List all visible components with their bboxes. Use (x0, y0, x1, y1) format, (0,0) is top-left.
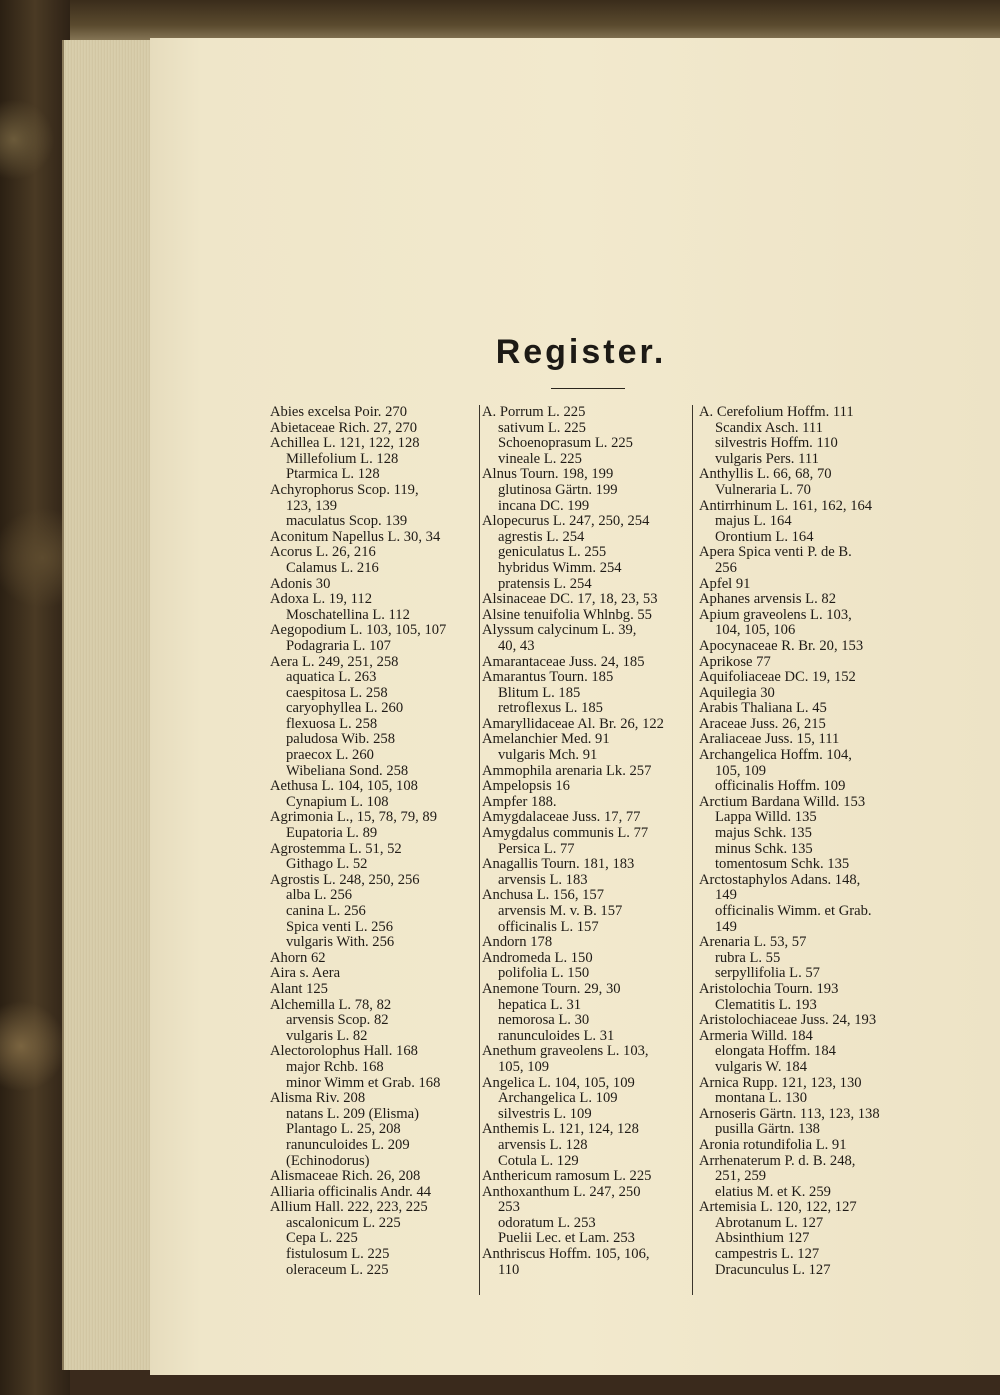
index-entry: silvestris Hoffm. 110 (715, 436, 838, 452)
index-entry: glutinosa Gärtn. 199 (498, 482, 618, 498)
index-entry: Agrimonia L., 15, 78, 79, 89 (270, 810, 438, 826)
index-entry: Aristolochia Tourn. 193 (699, 981, 839, 997)
index-entry: Aquilegia 30 (699, 685, 775, 701)
index-entry: Anthoxanthum L. 247, 250 (482, 1184, 641, 1200)
index-entry: Alyssum calycinum L. 39, (482, 623, 637, 639)
index-entry: retroflexus L. 185 (498, 701, 603, 717)
index-entry: Anthriscus Hoffm. 105, 106, (482, 1247, 650, 1263)
index-entry: Orontium L. 164 (715, 529, 814, 545)
index-entry: Moschatellina L. 112 (286, 607, 410, 623)
index-entry: arvensis M. v. B. 157 (498, 904, 623, 919)
index-entry: elongata Hoffm. 184 (715, 1044, 836, 1060)
index-entry: Archangelica Hoffm. 104, (699, 748, 852, 764)
index-entry: Blitum L. 185 (498, 685, 581, 701)
index-entry: natans L. 209 (Elisma) (286, 1106, 419, 1122)
index-entry: Alectorolophus Hall. 168 (270, 1044, 418, 1060)
book-cover-top (0, 0, 1000, 42)
index-entry: Alsine tenuifolia Whlnbg. 55 (482, 607, 652, 623)
index-entry: Acorus L. 26, 216 (270, 545, 376, 561)
index-entry: Agrostis L. 248, 250, 256 (270, 872, 420, 888)
index-entry: Alopecurus L. 247, 250, 254 (482, 514, 650, 530)
index-entry: majus L. 164 (715, 514, 792, 530)
index-entry: Aconitum Napellus L. 30, 34 (270, 529, 441, 545)
index-entry: Apium graveolens L. 103, (699, 607, 852, 623)
index-entry: flexuosa L. 258 (286, 716, 378, 732)
index-entry: Aegopodium L. 103, 105, 107 (270, 623, 447, 639)
index-entry: agrestis L. 254 (498, 529, 585, 545)
index-entry: majus Schk. 135 (715, 826, 812, 842)
index-entry: Lappa Willd. 135 (715, 810, 817, 826)
index-entry: Amygdalaceae Juss. 17, 77 (482, 810, 641, 826)
index-entry: Clematitis L. 193 (715, 997, 817, 1013)
index-entry: ranunculoides L. 31 (498, 1028, 615, 1044)
index-entry: Archangelica L. 109 (498, 1091, 618, 1107)
index-entry: Alnus Tourn. 198, 199 (482, 467, 614, 483)
index-entry: Allium Hall. 222, 223, 225 (270, 1200, 428, 1216)
index-column-3 (699, 405, 911, 1278)
index-entry: Adonis 30 (270, 576, 331, 592)
index-entry: polifolia L. 150 (498, 966, 590, 982)
index-entry: Anethum graveolens L. 103, (482, 1044, 649, 1060)
index-entry: elatius M. et K. 259 (715, 1184, 831, 1200)
index-entry: Alliaria officinalis Andr. 44 (270, 1184, 432, 1200)
index-entry: Achyrophorus Scop. 119, (270, 482, 419, 498)
index-entry: Aphanes arvensis L. 82 (699, 592, 836, 608)
index-entry: vulgaris L. 82 (286, 1028, 368, 1044)
index-entry: officinalis L. 157 (498, 919, 599, 935)
index-entry: minus Schk. 135 (715, 841, 813, 857)
index-entry: Githago L. 52 (286, 857, 368, 873)
index-entry: Antirrhinum L. 161, 162, 164 (699, 498, 873, 514)
index-entry: Anemone Tourn. 29, 30 (482, 981, 621, 997)
index-entry: nemorosa L. 30 (498, 1013, 590, 1029)
index-entry: geniculatus L. 255 (498, 545, 607, 561)
index-entry: Agrostemma L. 51, 52 (270, 841, 402, 857)
index-entry: 149 (715, 919, 737, 935)
index-entry: A. Porrum L. 225 (482, 405, 586, 420)
index-entry: Amelanchier Med. 91 (482, 732, 610, 748)
index-entry: Cynapium L. 108 (286, 794, 389, 810)
index-entry: ranunculoides L. 209 (286, 1137, 410, 1153)
index-entry: officinalis Hoffm. 109 (715, 779, 846, 795)
index-entry: Aira s. Aera (270, 966, 341, 982)
index-entry: A. Cerefolium Hoffm. 111 (699, 405, 854, 420)
index-entry: Artemisia L. 120, 122, 127 (699, 1200, 857, 1216)
index-entry: Alant 125 (270, 981, 328, 997)
index-entry: hybridus Wimm. 254 (498, 560, 622, 576)
index-entry: Aera L. 249, 251, 258 (270, 654, 399, 670)
index-entry: alba L. 256 (286, 888, 353, 904)
index-entry: Apfel 91 (699, 576, 751, 592)
index-entry: 105, 109 (715, 763, 767, 779)
index-entry: Amaryllidaceae Al. Br. 26, 122 (482, 716, 664, 732)
index-entry: Eupatoria L. 89 (286, 826, 378, 842)
index-entry: vulgaris Mch. 91 (498, 748, 598, 764)
index-entry: Abietaceae Rich. 27, 270 (270, 420, 418, 436)
index-entry: Puelii Lec. et Lam. 253 (498, 1231, 635, 1247)
index-entry: pratensis L. 254 (498, 576, 592, 592)
index-entry: tomentosum Schk. 135 (715, 857, 850, 873)
index-entry: odoratum L. 253 (498, 1215, 596, 1231)
index-entry: Anthemis L. 121, 124, 128 (482, 1122, 639, 1138)
index-entry: vulgaris With. 256 (286, 935, 395, 951)
index-entry: arvensis Scop. 82 (286, 1013, 389, 1029)
index-entry: Alisma Riv. 208 (270, 1091, 366, 1107)
index-column-2 (482, 405, 694, 1278)
index-entry: Calamus L. 216 (286, 560, 379, 576)
index-entry: Alismaceae Rich. 26, 208 (270, 1169, 421, 1185)
index-entry: Wibeliana Sond. 258 (286, 763, 409, 779)
page-edges (62, 40, 164, 1370)
index-entry: Anthyllis L. 66, 68, 70 (699, 467, 832, 483)
index-entry: rubra L. 55 (715, 950, 781, 966)
index-entry: Arctium Bardana Willd. 153 (699, 794, 866, 810)
index-entry: Abrotanum L. 127 (715, 1215, 824, 1231)
index-entry: pusilla Gärtn. 138 (715, 1122, 820, 1138)
index-entry: Alsinaceae DC. 17, 18, 23, 53 (482, 592, 658, 608)
index-entry: (Echinodorus) (286, 1153, 370, 1169)
title-rule (551, 388, 625, 389)
index-entry: Absinthium 127 (715, 1231, 810, 1247)
page-title: Register. (495, 333, 667, 371)
book-cover-left (0, 0, 70, 1395)
index-entry: Dracunculus L. 127 (715, 1262, 831, 1278)
index-entry: 149 (715, 888, 737, 904)
index-entry: sativum L. 225 (498, 420, 586, 436)
index-entry: vulgaris Pers. 111 (715, 451, 819, 467)
index-entry: Anagallis Tourn. 181, 183 (482, 857, 635, 873)
index-entry: Ptarmica L. 128 (286, 467, 380, 483)
index-entry: 105, 109 (498, 1059, 550, 1075)
index-entry: 110 (498, 1262, 520, 1278)
index-entry: Ammophila arenaria Lk. 257 (482, 763, 652, 779)
index-entry: aquatica L. 263 (286, 670, 377, 686)
index-entry: Alchemilla L. 78, 82 (270, 997, 392, 1013)
index-entry: caryophyllea L. 260 (286, 701, 404, 717)
index-entry: Arnica Rupp. 121, 123, 130 (699, 1075, 862, 1091)
index-entry: Aristolochiaceae Juss. 24, 193 (699, 1013, 877, 1029)
index-entry: Ampfer 188. (482, 794, 557, 810)
index-entry: Araceae Juss. 26, 215 (699, 716, 826, 732)
index-entry: Amygdalus communis L. 77 (482, 826, 649, 842)
index-entry: 253 (498, 1200, 520, 1216)
index-entry: Cotula L. 129 (498, 1153, 579, 1169)
index-entry: Arabis Thaliana L. 45 (699, 701, 827, 717)
index-entry: Spica venti L. 256 (286, 919, 394, 935)
index-column-1 (270, 405, 480, 1278)
index-entry: Arrhenaterum P. d. B. 248, (699, 1153, 856, 1169)
index-entry: arvensis L. 128 (498, 1137, 588, 1153)
index-entry: Andorn 178 (482, 935, 553, 951)
index-entry: paludosa Wib. 258 (286, 732, 395, 748)
index-entry: serpyllifolia L. 57 (715, 966, 820, 982)
index-entry: incana DC. 199 (498, 498, 590, 514)
index-entry: arvensis L. 183 (498, 872, 588, 888)
index-entry: 104, 105, 106 (715, 623, 796, 639)
index-entry: minor Wimm et Grab. 168 (286, 1075, 441, 1091)
index-entry: major Rchb. 168 (286, 1059, 384, 1075)
index-entry: Anchusa L. 156, 157 (482, 888, 605, 904)
index-entry: Persica L. 77 (498, 841, 575, 857)
index-entry: Araliaceae Juss. 15, 111 (699, 732, 840, 748)
index-entry: silvestris L. 109 (498, 1106, 592, 1122)
index-entry: Plantago L. 25, 208 (286, 1122, 401, 1138)
index-entry: Apocynaceae R. Br. 20, 153 (699, 638, 864, 654)
index-entry: officinalis Wimm. et Grab. (715, 904, 872, 919)
index-entry: Podagraria L. 107 (286, 638, 391, 654)
index-entry: Scandix Asch. 111 (715, 420, 823, 436)
index-entry: Schoenoprasum L. 225 (498, 436, 633, 452)
index-entry: Ampelopsis 16 (482, 779, 570, 795)
index-entry: Aquifoliaceae DC. 19, 152 (699, 670, 856, 686)
index-entry: Abies excelsa Poir. 270 (270, 405, 407, 420)
index-entry: fistulosum L. 225 (286, 1247, 390, 1263)
index-entry: campestris L. 127 (715, 1247, 820, 1263)
index-entry: Achillea L. 121, 122, 128 (270, 436, 420, 452)
index-entry: Arenaria L. 53, 57 (699, 935, 807, 951)
index-entry: Aronia rotundifolia L. 91 (699, 1137, 847, 1153)
index-entry: Anthericum ramosum L. 225 (482, 1169, 652, 1185)
index-entry: Aprikose 77 (699, 654, 771, 670)
index-entry: 123, 139 (286, 498, 338, 514)
index-entry: Aethusa L. 104, 105, 108 (270, 779, 418, 795)
index-entry: Arctostaphylos Adans. 148, (699, 872, 861, 888)
index-entry: Apera Spica venti P. de B. (699, 545, 852, 561)
index-entry: maculatus Scop. 139 (286, 514, 408, 530)
index-entry: vulgaris W. 184 (715, 1059, 808, 1075)
index-entry: canina L. 256 (286, 904, 366, 919)
index-entry: Adoxa L. 19, 112 (270, 592, 373, 608)
index-entry: caespitosa L. 258 (286, 685, 388, 701)
index-entry: Millefolium L. 128 (286, 451, 399, 467)
index-entry: 40, 43 (498, 638, 535, 654)
index-entry: vineale L. 225 (498, 451, 582, 467)
index-entry: Arnoseris Gärtn. 113, 123, 138 (699, 1106, 880, 1122)
index-entry: Andromeda L. 150 (482, 950, 593, 966)
index-entry: 251, 259 (715, 1169, 767, 1185)
index-entry: Vulneraria L. 70 (715, 482, 811, 498)
index-entry: ascalonicum L. 225 (286, 1215, 401, 1231)
index-entry: 256 (715, 560, 737, 576)
index-entry: Armeria Willd. 184 (699, 1028, 813, 1044)
index-entry: Ahorn 62 (270, 950, 326, 966)
index-entry: Angelica L. 104, 105, 109 (482, 1075, 635, 1091)
index-entry: Cepa L. 225 (286, 1231, 358, 1247)
index-entry: Amarantus Tourn. 185 (482, 670, 614, 686)
index-entry: praecox L. 260 (286, 748, 374, 764)
index-entry: montana L. 130 (715, 1091, 808, 1107)
index-entry: hepatica L. 31 (498, 997, 582, 1013)
index-entry: Amarantaceae Juss. 24, 185 (482, 654, 645, 670)
index-entry: oleraceum L. 225 (286, 1262, 389, 1278)
